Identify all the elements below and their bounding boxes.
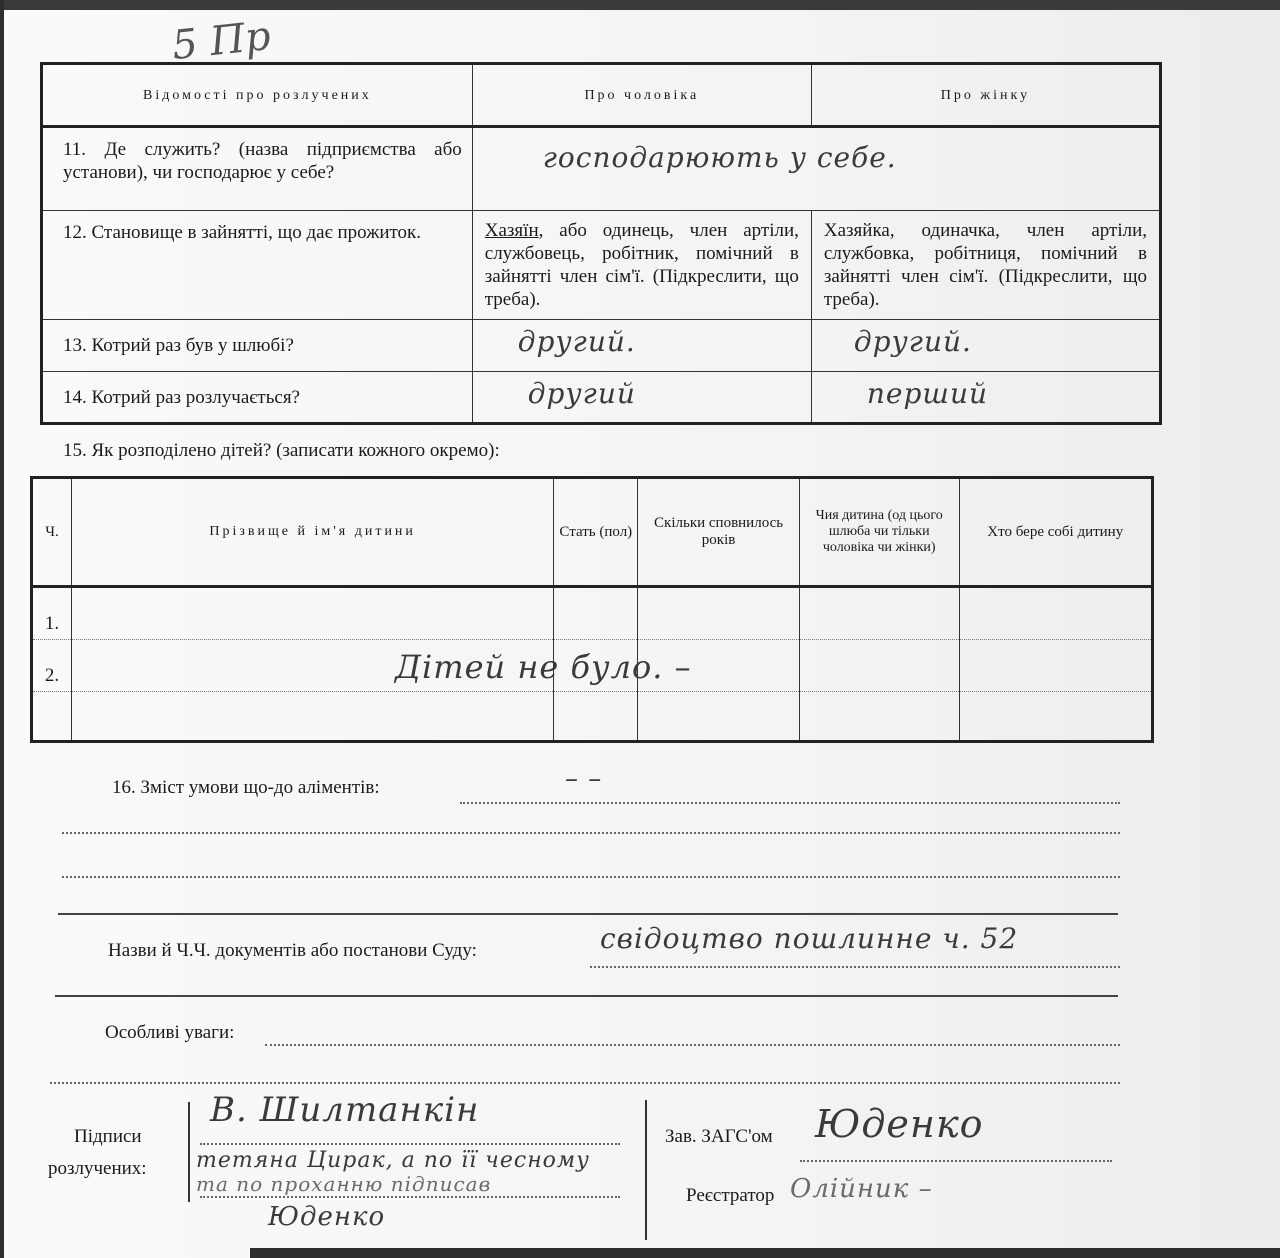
row-13	[42, 320, 1161, 372]
signatures-label-2: розлучених:	[48, 1158, 147, 1179]
documents-label: Назви й Ч.Ч. документів або постанови Суду:	[108, 940, 477, 961]
signatures-bracket	[188, 1102, 190, 1202]
husband-divorce-count-hand: другий	[527, 377, 636, 410]
table1-header	[42, 64, 1161, 127]
question-13: 13. Котрий раз був у шлюбі?	[42, 320, 473, 372]
child-custody-field[interactable]	[959, 587, 1152, 640]
wife-divorce-count-hand: перший	[866, 377, 989, 410]
header-child-name: Прізвище й ім'я дитини	[71, 478, 553, 587]
husband-occupation-rest: , або одинець, член артіли, службовець, робітник, помічний в зайнятті член сім'ї. (Підкреслити, що треба).	[484, 220, 799, 310]
registrar-label: Реєстратор	[686, 1185, 775, 1206]
children-header	[32, 478, 1153, 587]
husband-marriage-count-hand: другий.	[517, 325, 636, 358]
husband-occupation-selected: Хазяїн	[484, 220, 539, 241]
child-sex-field[interactable]	[554, 692, 638, 742]
answer-11[interactable]	[472, 127, 1160, 211]
scan-border-left	[0, 0, 4, 1258]
header-who-takes: Хто бере собі дитину	[959, 478, 1152, 587]
alimony-line-2[interactable]	[62, 832, 1120, 834]
child-sex-field[interactable]	[554, 587, 638, 640]
scan-border-top	[0, 0, 1280, 10]
zags-line[interactable]	[800, 1160, 1112, 1162]
child-custody-field[interactable]	[959, 640, 1152, 692]
child-whose-field[interactable]	[799, 692, 959, 742]
header-whose-child: Чия дитина (од цього шлюба чи тільки чоловіка чи жінки)	[799, 478, 959, 587]
husband-occupation[interactable]	[472, 211, 811, 320]
children-handwritten-note: Дітей не було. –	[395, 648, 692, 686]
wife-divorce-count[interactable]	[811, 372, 1160, 424]
registrar-signature: Олійник –	[790, 1174, 933, 1204]
signatures-divider	[645, 1100, 647, 1240]
header-wife: Про жінку	[811, 64, 1160, 127]
signature-line-2[interactable]	[200, 1196, 620, 1198]
child-row-3	[32, 692, 1153, 742]
header-husband: Про чоловіка	[472, 64, 811, 127]
signature-line-1[interactable]	[200, 1143, 620, 1145]
child-name-field[interactable]	[71, 587, 553, 640]
question-16: 16. Зміст умови що-до аліментів:	[112, 777, 380, 798]
wife-marriage-count-hand: другий.	[853, 325, 972, 358]
signature-signed-by: Юденко	[268, 1202, 386, 1232]
signature-wife-note: тетяна Цирак, а по її чесному	[196, 1148, 590, 1173]
signature-husband: В. Шилтанкін	[210, 1090, 480, 1130]
child-whose-field[interactable]	[799, 640, 959, 692]
notes-line-1[interactable]	[265, 1044, 1120, 1046]
notes-label: Особливі уваги:	[105, 1022, 235, 1043]
alimony-line-1[interactable]	[460, 802, 1120, 804]
child-row-number: 2.	[32, 640, 72, 692]
question-14: 14. Котрий раз розлучається?	[42, 372, 473, 424]
child-whose-field[interactable]	[799, 587, 959, 640]
corner-note: 5 Пр	[169, 12, 273, 70]
child-age-field[interactable]	[638, 587, 800, 640]
documents-line[interactable]	[590, 966, 1120, 968]
scan-border-bottom	[250, 1248, 1280, 1258]
documents-hand: свідоцтво пошлинне ч. 52	[600, 922, 1019, 955]
alimony-hand: – –	[565, 764, 603, 794]
child-age-field[interactable]	[638, 692, 800, 742]
husband-divorce-count[interactable]	[472, 372, 811, 424]
zags-label: Зав. ЗАГС'ом	[665, 1126, 773, 1147]
signatures-label-1: Підписи	[74, 1126, 142, 1147]
row-11	[42, 127, 1161, 211]
wife-marriage-count[interactable]	[811, 320, 1160, 372]
notes-line-2[interactable]	[50, 1082, 1120, 1084]
question-12: 12. Становище в зайнятті, що дає прожиток.	[42, 211, 473, 320]
child-custody-field[interactable]	[959, 692, 1152, 742]
alimony-line-3[interactable]	[62, 876, 1120, 878]
question-15: 15. Як розподілено дітей? (записати кожного окремо):	[63, 440, 500, 461]
divorce-info-table	[40, 62, 1162, 425]
divider-1	[58, 913, 1118, 915]
wife-occupation[interactable]: Хазяйка, одиначка, член артіли, службовка, робітниця, помічний в зайнятті член сім'ї. (Підкреслити, що треба).	[811, 211, 1160, 320]
zags-signature: Юденко	[815, 1102, 984, 1146]
signature-wife-note-2: та по проханню підписав	[196, 1172, 492, 1196]
children-table	[30, 476, 1154, 743]
row-14	[42, 372, 1161, 424]
header-info: Відомості про розлучених	[42, 64, 473, 127]
divider-2	[55, 995, 1118, 997]
answer-11-hand: господарюють у себе.	[542, 141, 897, 174]
child-name-field[interactable]	[71, 692, 553, 742]
child-row-number: 1.	[32, 587, 72, 640]
header-age: Скільки сповнилось років	[638, 478, 800, 587]
header-number: Ч.	[32, 478, 72, 587]
header-sex: Стать (пол)	[554, 478, 638, 587]
row-12	[42, 211, 1161, 320]
child-row-1	[32, 587, 1153, 640]
husband-marriage-count[interactable]	[472, 320, 811, 372]
question-11: 11. Де служить? (назва підприємства або установи), чи господарює у себе?	[42, 127, 473, 211]
